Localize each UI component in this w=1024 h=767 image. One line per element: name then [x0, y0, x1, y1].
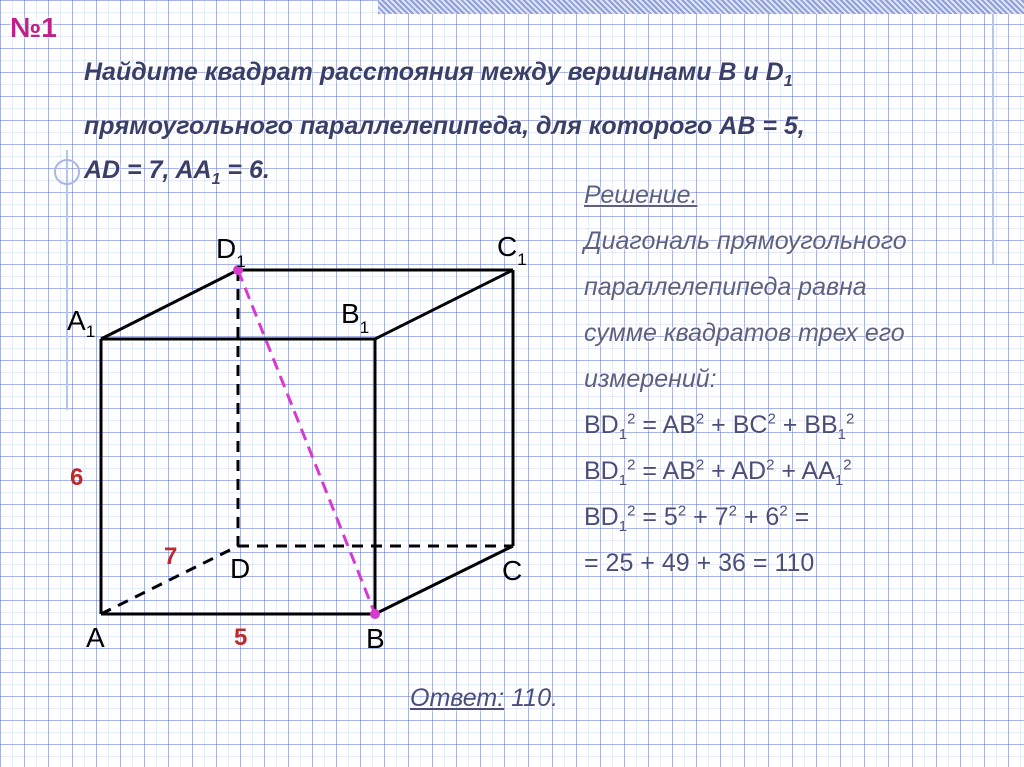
- vertex-label-c: C: [502, 555, 523, 586]
- vertex-label-b: B: [366, 623, 385, 654]
- formula-line-2: $BD_1^2 = AB^2 + AD^2 + AA_1^2$: [584, 456, 852, 489]
- problem-number: №1: [10, 12, 57, 43]
- vertex-label-a: A: [86, 622, 105, 653]
- dimension-label-ab: 5: [234, 624, 248, 651]
- edge-bc: [375, 546, 513, 614]
- vertex-label-d: D: [230, 553, 251, 584]
- vertex-label-d1: $D_1$: [216, 233, 246, 271]
- formula-line-4: = 25 + 49 + 36 = 110: [584, 549, 815, 577]
- formula-line-3: $BD_1^2 = 5^2 + 7^2 + 6^2$ =: [584, 502, 810, 535]
- point-b: [370, 609, 380, 619]
- answer-value: 110.: [504, 684, 558, 712]
- vertex-label-b1: $B_1$: [341, 298, 370, 337]
- solution-text-line: Диагональ прямоугольного: [584, 227, 907, 255]
- formula-line-1: $BD_1^2 = AB^2 + BC^2 + BB_1^2$: [584, 410, 855, 443]
- answer: [410, 684, 558, 713]
- solution-text-line: параллелепипеда равна: [584, 273, 867, 301]
- edge-a1d1: [101, 270, 238, 339]
- solution-heading: Решение.: [584, 181, 698, 209]
- dimension-label-ad: 7: [164, 543, 178, 570]
- solution-text-line: сумме квадратов трех его: [584, 319, 905, 347]
- dimension-label-aa1: 6: [70, 464, 84, 491]
- answer-label: Ответ:: [410, 684, 505, 712]
- task-line-1: Найдите квадрат расстояния между вершинами B и $D_1$: [84, 58, 793, 90]
- edge-b1c1: [375, 270, 513, 339]
- vertex-label-c1: $C_1$: [497, 231, 527, 269]
- task-line-2: прямоугольного параллелепипеда, для которого AB = 5,: [84, 112, 805, 140]
- task-line-3: AD = 7, $AA_1 = 6$.: [84, 156, 270, 188]
- vertex-label-a1: $A_1$: [67, 305, 96, 341]
- solution-text-line: измерений:: [584, 365, 717, 393]
- solution-block: [584, 172, 1004, 586]
